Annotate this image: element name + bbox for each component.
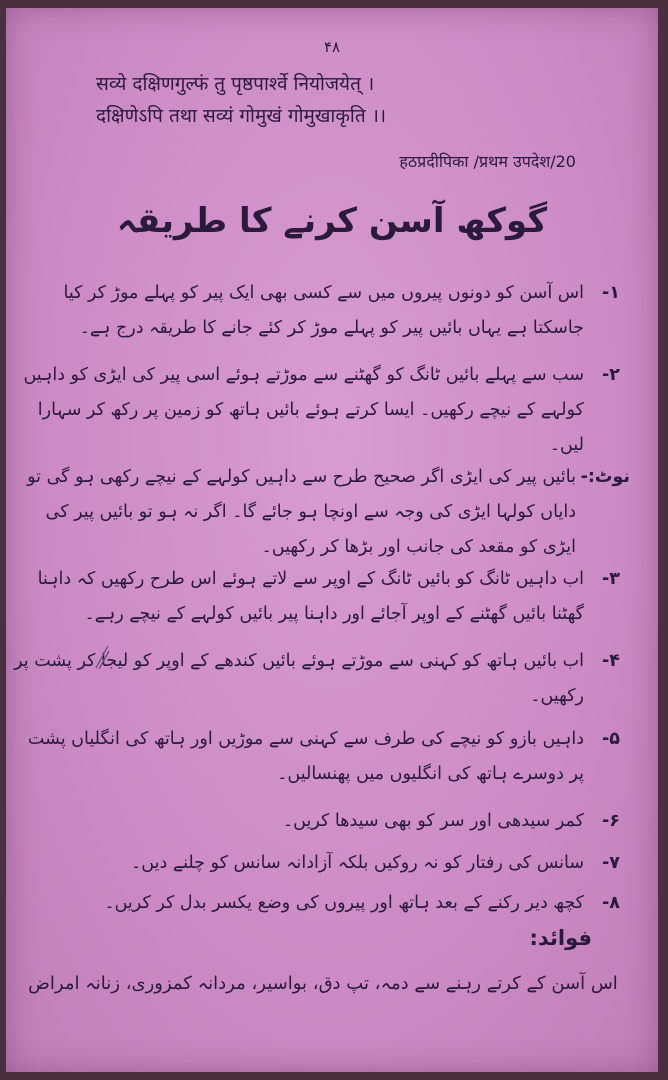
item-text: کمر سیدھی اور سر کو بھی سیدھا کریں۔ [282, 811, 584, 831]
note-label: نوٹ:- [580, 467, 630, 487]
note-text: بائیں پیر کی ایڑی اگر صحیح طرح سے داہیں کولہے کے نیچے رکھی ہو گی تو دایاں کولہا ایڑی کی وجہ سے اونچا ہو جائے گا۔ اگر نہ ہو تو بائیں پیر کی ایڑی کو مقعد کی جانب اور بڑھا کر رکھیں۔ [27, 467, 576, 557]
item-text: اب بائیں ہاتھ کو کہنی سے موڑتے ہوئے بائیں کندھے کے اوپر کو لیجا کر پشت پر رکھیں۔ [14, 651, 584, 706]
list-item [10, 886, 630, 921]
benefits-text: اس آسن کے کرتے رہنے سے دمہ، تپ دق، بواسیر، مردانہ کمزوری، زنانہ امراض [28, 973, 618, 994]
page-number: ۴۸ [323, 38, 341, 56]
item-text: سب سے پہلے بائیں ٹانگ کو گھٹنے سے موڑتے ہوئے اسی پیر کی ایڑی کو داہیں کولہے کے نیچے رکھیں۔ ایسا کرتے ہوئے بائیں ہاتھ کو زمین پر رکھ کر سہارا لیں۔ [23, 365, 584, 455]
list-item [10, 562, 630, 632]
item-text: اب داہیں ٹانگ کو بائیں ٹانگ کے اوپر سے لاتے ہوئے اس طرح رکھیں کہ داہنا گھٹنا بائیں گھٹنے کے اوپر آجائے اور داہنا پیر بائیں کولہے کے نیچے رہے۔ [37, 569, 584, 624]
list-item [10, 804, 630, 839]
sanskrit-verse-line-2: दक्षिणेऽपि तथा सव्यं गोमुखं गोमुखाकृति ।। [96, 105, 387, 127]
item-number: ۲- [602, 365, 620, 385]
source-reference: हठप्रदीपिका /प्रथम उपदेश/20 [399, 152, 576, 171]
page-title: گوکھ آسن کرنے کا طریقہ [116, 201, 548, 241]
item-number: ۶- [602, 811, 620, 831]
note-item [10, 460, 630, 565]
benefits-heading: فوائد: [529, 926, 592, 950]
list-item [10, 722, 630, 792]
item-number: ۱- [602, 283, 620, 303]
document-page [6, 8, 658, 1072]
item-text: اس آسن کو دونوں پیروں میں سے کسی بھی ایک پیر کو پہلے موڑ کر کیا جاسکتا ہے یہاں بائیں پیر کو پہلے موڑ کر کئے جانے کا طریقہ درج ہے۔ [63, 283, 584, 338]
sanskrit-verse-line-1: सव्ये दक्षिणगुल्फं तु पृष्ठपार्श्वे नियोजयेत् । [96, 73, 375, 95]
item-number: ۴- [602, 651, 620, 671]
item-number: ۵- [602, 729, 620, 749]
item-number: ۳- [602, 569, 620, 589]
item-text: سانس کی رفتار کو نہ روکیں بلکہ آزادانہ سانس کو چلنے دیں۔ [131, 853, 584, 873]
item-number: ۷- [602, 853, 620, 873]
item-text: داہیں بازو کو نیچے کی طرف سے کہنی سے موڑیں اور ہاتھ کی انگلیاں پشت پر دوسرے ہاتھ کی انگلیوں میں پھنسالیں۔ [27, 729, 584, 784]
list-item [10, 358, 630, 463]
pen-mark-icon [94, 644, 110, 670]
list-item [10, 276, 630, 346]
item-text: کچھ دیر رکنے کے بعد ہاتھ اور پیروں کی وضع یکسر بدل کر کریں۔ [104, 893, 584, 913]
list-item [10, 846, 630, 881]
item-number: ۸- [602, 893, 620, 913]
